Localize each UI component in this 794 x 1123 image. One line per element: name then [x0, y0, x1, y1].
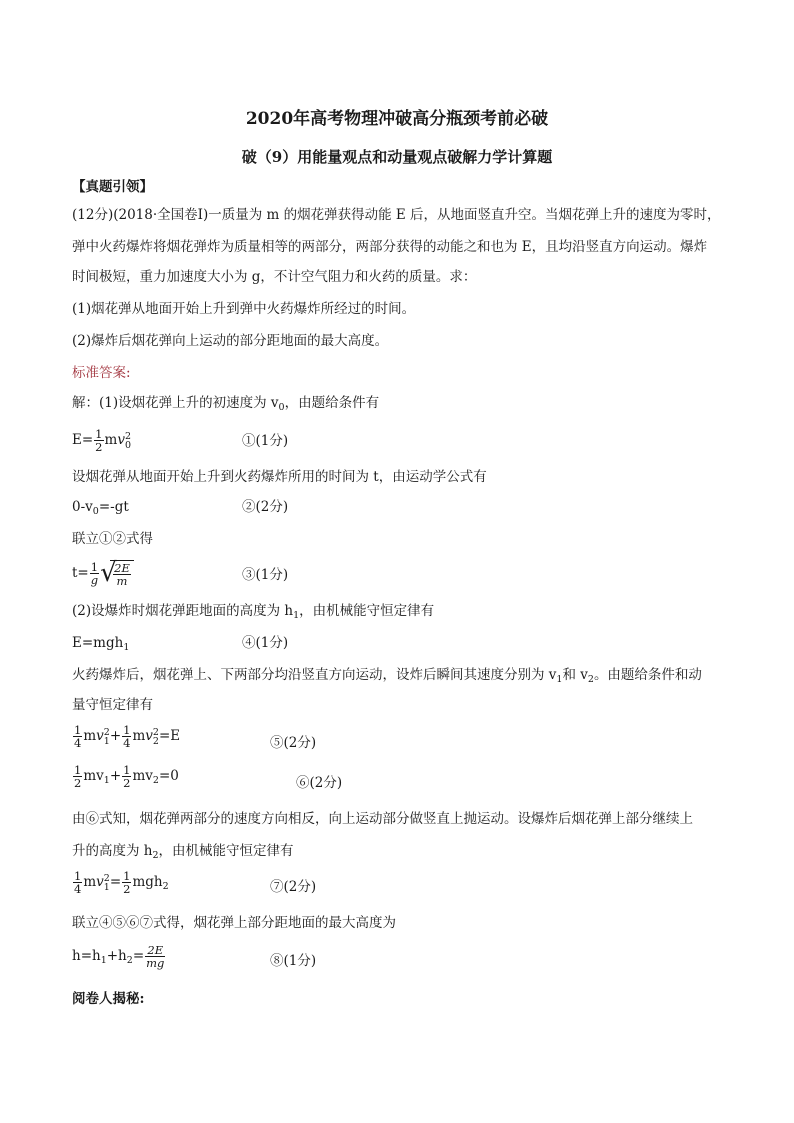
equation-7-score: ⑦(2分): [270, 879, 317, 895]
question-2: (2)爆炸后烟花弹向上运动的部分距地面的最大高度。: [72, 333, 389, 349]
equation-4: E=mgh$_1$: [72, 635, 130, 653]
page-title: 2020年高考物理冲破高分瓶颈考前必破: [245, 109, 549, 129]
page-subtitle: 破（9）用能量观点和动量观点破解力学计算题: [241, 148, 553, 166]
equation-8: $h=h_1+h_2=$ $\frac{2E}{mg}$: [72, 943, 165, 970]
solution-line-2: 设烟花弹从地面开始上升到火药爆炸所用的时间为 t，由运动学公式有: [72, 469, 487, 485]
equation-1-score: ①(1分): [242, 433, 289, 449]
equation-3: t= $\frac{1}{g}$ √ $\frac{2E}{m}$: [72, 560, 134, 587]
solution-line-6a: 由⑥式知，烟花弹两部分的速度方向相反，向上运动部分做竖直上抛运动。设爆炸后烟花弹上部分继续上: [72, 811, 693, 827]
problem-line-1: (12分)(2018·全国卷Ⅰ)一质量为 m 的烟花弹获得动能 E 后，从地面竖直升空。当烟花弹上升的速度为零时，: [72, 207, 721, 223]
equation-3-score: ③(1分): [242, 567, 289, 583]
solution-line-5b: 量守恒定律有: [72, 697, 153, 713]
equation-2-score: ②(2分): [242, 499, 289, 515]
section-heading: 【真题引领】: [72, 179, 153, 195]
problem-line-3: 时间极短，重力加速度大小为 g，不计空气阻力和火药的质量。求：: [72, 269, 477, 285]
solution-line-3: 联立①②式得: [72, 531, 153, 547]
question-1: (1)烟花弹从地面开始上升到弹中火药爆炸所经过的时间。: [72, 301, 416, 317]
answer-label: 标准答案:: [72, 365, 131, 381]
solution-line-4: (2)设爆炸时烟花弹距地面的高度为 $h_1$，由机械能守恒定律有: [72, 603, 435, 621]
solution-line-5a: 火药爆炸后，烟花弹上、下两部分均沿竖直方向运动，设炸后瞬间其速度分别为 $v_1$和 $v_2$。由题给条件和动: [72, 667, 702, 685]
equation-2: $0-v_0=-gt$: [72, 499, 129, 517]
equation-6: $\frac{1}{2}$ $mv_1+$ $\frac{1}{2}$ $mv_2=0$: [74, 763, 179, 790]
equation-4-score: ④(1分): [242, 635, 289, 651]
equation-6-score: ⑥(2分): [296, 775, 343, 791]
equation-7: $\frac{1}{4}$ mv 2 1 = $\frac{1}{2}$ mgh$_2$: [74, 869, 169, 896]
solution-line-1: 解：(1)设烟花弹上升的初速度为 $v_0$，由题给条件有: [72, 395, 380, 413]
equation-8-score: ⑧(1分): [270, 953, 317, 969]
problem-line-2: 弹中火药爆炸将烟花弹炸为质量相等的两部分，两部分获得的动能之和也为 E，且均沿竖直方向运动。爆炸: [72, 239, 708, 255]
equation-5-score: ⑤(2分): [270, 735, 317, 751]
solution-line-6b: 升的高度为 $h_2$，由机械能守恒定律有: [72, 843, 294, 861]
equation-5: $\frac{1}{4}$ mv 2 1 + $\frac{1}{4}$ mv 2 2 =E: [74, 723, 181, 750]
solution-line-7: 联立④⑤⑥⑦式得，烟花弹上部分距地面的最大高度为: [72, 915, 396, 931]
equation-1: E= $\frac{1}{2}$ mv 2 0: [72, 427, 131, 454]
reviewer-heading: 阅卷人揭秘:: [72, 991, 145, 1007]
